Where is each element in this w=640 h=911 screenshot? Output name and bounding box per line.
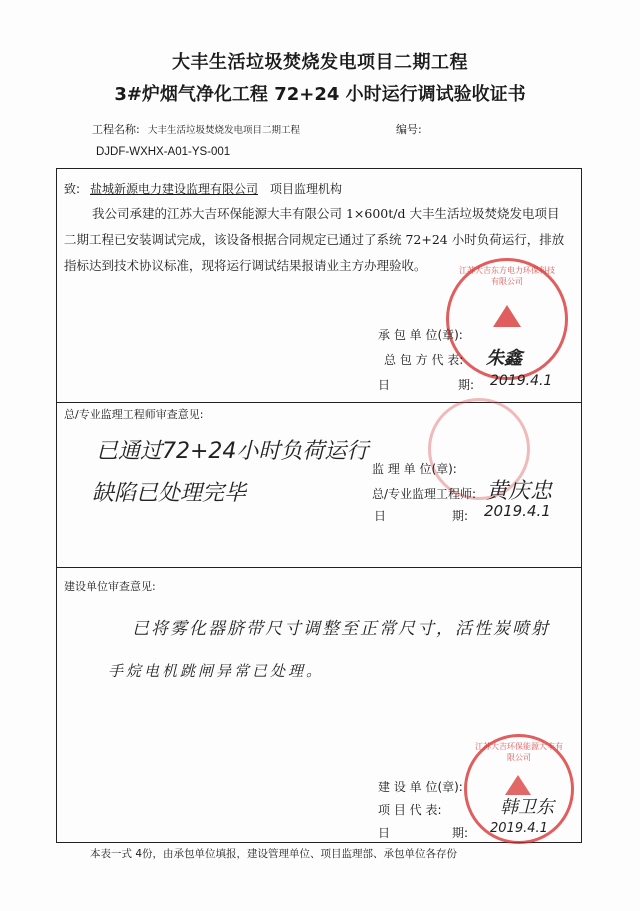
owner-rep-signature: 韩卫东 [500, 797, 554, 818]
owner-opinion-line-2: 手烷电机跳闸异常已处理。 [108, 662, 325, 680]
date-value: 2019.4.1 [490, 821, 548, 836]
engineer-signature: 黄庆忠 [486, 479, 553, 504]
stamp-text: 江苏大吉东方电力环保科技有限公司 [459, 266, 555, 286]
owner-heading: 建设单位审查意见: [64, 580, 156, 593]
star-icon [505, 775, 531, 795]
rep-signature: 朱鑫 [486, 348, 522, 369]
section-divider [57, 567, 581, 568]
project-name-label: 工程名称: [92, 123, 140, 136]
footer-note: 本表一式 4份，由承包单位填报，建设管理单位、项目监理部、承包单位各存份 [90, 848, 458, 860]
engineer-label: 总/专业监理工程师: [372, 487, 477, 501]
star-icon [493, 305, 521, 327]
date-label-right: 期: [458, 378, 475, 392]
document-subtitle: 3#炉烟气净化工程 72+24 小时运行调试验收证书 [114, 84, 526, 105]
body-line-3: 指标达到技术协议标准，现将运行调试结果报请业主方办理验收。 [64, 258, 427, 273]
supervisor-heading: 总/专业监理工程师审查意见: [64, 408, 204, 421]
owner-rep-label: 项 目 代 表: [378, 803, 442, 817]
date-label-right: 期: [452, 509, 469, 523]
document-code: DJDF-WXHX-A01-YS-001 [96, 146, 231, 158]
document-title: 大丰生活垃圾焚烧发电项目二期工程 [172, 52, 468, 73]
owner-opinion-line-1: 已将雾化器脐带尺寸调整至正常尺寸，活性炭喷射 [132, 619, 550, 639]
date-label-left: 日 [378, 378, 391, 392]
date-label-left: 日 [374, 509, 387, 523]
contractor-label: 承 包 单 位(章): [378, 328, 463, 342]
supervisor-opinion-line-2: 缺陷已处理完毕 [92, 481, 247, 506]
body-line-1: 我公司承建的江苏大吉环保能源大丰有限公司 1×600t/d 大丰生活垃圾焚烧发电项目 [92, 206, 560, 221]
project-name-value: 大丰生活垃圾焚烧发电项目二期工程 [148, 125, 301, 136]
supervisor-opinion-line-1: 已通过72+24小时负荷运行 [96, 439, 369, 464]
recipient-name: 盐城新源电力建设监理有限公司 [90, 182, 259, 196]
stamp-text: 江苏大吉环保能源大丰有限公司 [475, 742, 563, 762]
date-label-right: 期: [452, 826, 469, 840]
supervision-unit-label: 监 理 单 位(章): [372, 462, 457, 476]
date-value: 2019.4.1 [490, 373, 553, 389]
rep-label: 总 包 方 代 表: [384, 353, 464, 367]
number-label: 编号: [396, 123, 422, 136]
date-label-left: 日 [378, 826, 391, 840]
recipient-suffix: 项目监理机构 [270, 182, 343, 196]
to-label: 致: [64, 182, 81, 196]
body-line-2: 二期工程已安装调试完成，该设备根据合同规定已通过了系统 72+24 小时负荷运行，排放 [64, 232, 565, 247]
date-value: 2019.4.1 [484, 502, 551, 520]
owner-unit-label: 建 设 单 位(章): [378, 780, 463, 794]
